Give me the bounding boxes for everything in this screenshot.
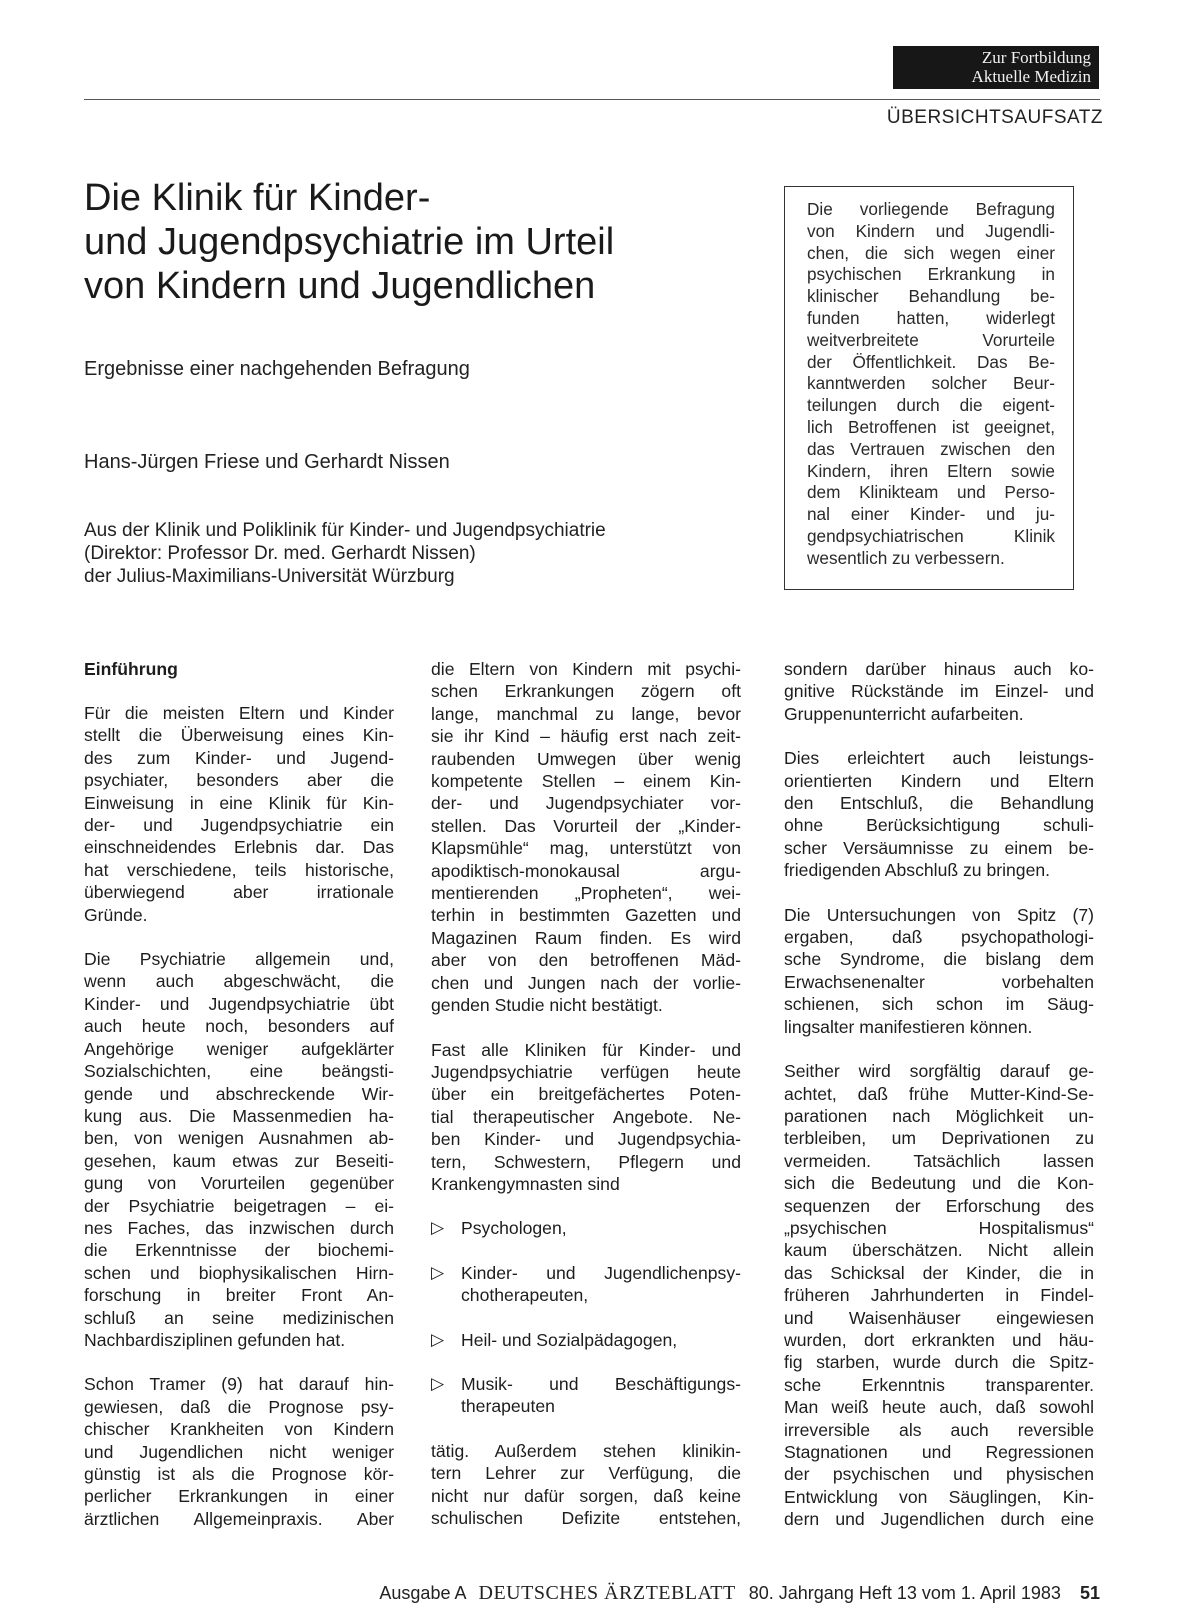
text-line: Klapsmühle“ mag, unterstützt von — [431, 838, 741, 859]
text-line: die Erkenntnisse der biochemi- — [84, 1240, 394, 1261]
text-line: Heil- und Sozialpädagogen, — [461, 1329, 678, 1350]
text-line: Erwachsenenalter vorbehalten — [784, 971, 1094, 992]
footer-edition: Ausgabe A — [379, 1583, 466, 1603]
text-line: und Jugendlichen nicht weniger — [84, 1441, 394, 1462]
paragraph — [784, 747, 1094, 881]
text-line: und Waisenhäuser eingewiesen — [784, 1307, 1094, 1328]
paragraph — [784, 1060, 1094, 1531]
text-line: günstig ist als die Prognose kör- — [84, 1464, 394, 1484]
abstract-box — [784, 186, 1074, 590]
paragraph — [431, 658, 741, 1017]
text-line: des zum Kinder- und Jugend- — [84, 747, 394, 768]
text-line: ben, von wenigen Ausnahmen ab- — [84, 1128, 394, 1149]
text-line: schen und biophysikalischen Hirn- — [84, 1262, 394, 1283]
article-title — [84, 176, 744, 308]
text-line: apodiktisch-monokausal argu- — [431, 860, 741, 881]
paragraph — [84, 948, 394, 1351]
abstract-line: funden hatten, widerlegt — [807, 307, 1055, 328]
text-line: raubenden Umwegen über wenig — [431, 748, 741, 769]
triangle-bullet-icon: ▷ — [431, 1373, 445, 1393]
article-affiliation — [84, 519, 724, 588]
badge-line-1: Zur Fortbildung — [981, 48, 1091, 67]
text-line: sequenzen der Erforschung des — [784, 1195, 1094, 1216]
text-line: ben Kinder- und Jugendpsychia- — [431, 1129, 741, 1150]
text-line: orientierten Kindern und Eltern — [784, 770, 1094, 791]
title-line: Die Klinik für Kinder- — [84, 177, 431, 219]
triangle-bullet-icon: ▷ — [431, 1329, 445, 1349]
text-line: über ein breitgefächertes Poten- — [431, 1084, 741, 1105]
text-line: dern und Jugendlichen durch eine — [784, 1509, 1094, 1530]
text-column-2 — [431, 658, 741, 1551]
text-line: wurden, dort erkrankten und häu- — [784, 1329, 1094, 1350]
text-line: Psychologen, — [461, 1218, 567, 1239]
text-line: die Eltern von Kindern mit psychi- — [431, 659, 741, 679]
abstract-line: gendpsychiatrischen Klinik — [807, 525, 1055, 546]
text-line: stellt die Überweisung eines Kin- — [84, 725, 394, 746]
page-footer — [0, 1582, 1100, 1605]
text-line: friedigenden Abschluß zu bringen. — [784, 860, 1051, 881]
text-line: lange, manchmal zu lange, bevor — [431, 703, 741, 724]
paragraph — [84, 1373, 394, 1530]
text-line: Stagnationen und Regressionen — [784, 1442, 1094, 1462]
paragraph — [431, 1039, 741, 1196]
page-number: 51 — [1079, 1583, 1100, 1603]
bullet-list — [431, 1217, 741, 1417]
text-line: „psychischen Hospitalismus“ — [784, 1217, 1094, 1238]
text-line: Gruppenunterricht aufarbeiten. — [784, 703, 1024, 724]
text-line: chotherapeuten, — [461, 1285, 589, 1306]
abstract-line: nal einer Kinder- und ju- — [807, 504, 1055, 525]
text-line: nes Faches, das inzwischen durch — [84, 1217, 394, 1238]
text-line: kompetente Stellen – einem Kin- — [431, 771, 741, 792]
abstract-line: von Kindern und Jugendli- — [807, 220, 1055, 241]
abstract-line: der Öffentlichkeit. Das Be- — [807, 351, 1055, 372]
bullet-item — [431, 1373, 741, 1418]
section-badge — [893, 46, 1099, 89]
text-line: früheren Jahrhunderten in Findel- — [784, 1285, 1094, 1306]
paragraph — [784, 658, 1094, 725]
triangle-bullet-icon: ▷ — [431, 1218, 445, 1238]
text-line: sche Syndrome, die bislang dem — [784, 949, 1094, 970]
abstract-line: psychischen Erkrankung in — [807, 264, 1055, 285]
article-subtitle: Ergebnisse einer nachgehenden Befragung — [84, 358, 470, 380]
affiliation-line: (Direktor: Professor Dr. med. Gerhardt Nissen) — [84, 543, 476, 564]
abstract-line: klinischer Behandlung be- — [807, 286, 1055, 307]
text-line: perlicher Erkrankungen in einer — [84, 1486, 394, 1507]
text-line: sondern darüber hinaus auch ko- — [784, 659, 1094, 679]
text-line: Die Psychiatrie allgemein und, — [84, 949, 394, 970]
text-line: sie ihr Kind – häufig erst nach zeit- — [431, 726, 741, 747]
text-line: mentierenden „Propheten“, wei- — [431, 883, 741, 904]
bullet-item — [431, 1262, 741, 1307]
text-line: chischer Krankheiten von Kindern — [84, 1419, 394, 1440]
paragraph — [84, 702, 394, 926]
triangle-bullet-icon: ▷ — [431, 1262, 445, 1282]
text-line: gesehen, kaum etwas zur Beseiti- — [84, 1150, 394, 1171]
abstract-line: das Vertrauen zwischen den — [807, 438, 1055, 459]
abstract-line: dem Klinikteam und Perso- — [807, 482, 1055, 503]
text-line: tial therapeutischer Angebote. Ne- — [431, 1106, 741, 1127]
text-column-3 — [784, 658, 1094, 1553]
affiliation-line: Aus der Klinik und Poliklinik für Kinder- und Jugendpsychiatrie — [84, 520, 606, 541]
text-line: Man weiß heute auch, daß sowohl — [784, 1397, 1094, 1418]
text-line: Die Untersuchungen von Spitz (7) — [784, 904, 1094, 925]
text-line: sche Erkenntnis transparenter. — [784, 1374, 1094, 1395]
text-line: der- und Jugendpsychiatrie ein — [84, 815, 394, 836]
abstract-line: Kindern, ihren Eltern sowie — [807, 460, 1055, 481]
text-line: Angehörige weniger aufgeklärter — [84, 1038, 394, 1059]
text-line: wenn auch abgeschwächt, die — [84, 971, 394, 992]
text-line: schen Erkrankungen zögern oft — [431, 681, 741, 702]
abstract-line: Die vorliegende Befragung — [807, 199, 1055, 219]
text-line: Nachbardisziplinen gefunden hat. — [84, 1329, 346, 1350]
text-line: Dies erleichtert auch leistungs- — [784, 748, 1094, 769]
text-line: auch heute noch, besonders auf — [84, 1016, 394, 1037]
text-line: irreversible als auch reversible — [784, 1419, 1094, 1440]
text-line: Schon Tramer (9) hat darauf hin- — [84, 1374, 394, 1395]
footer-issue: 80. Jahrgang Heft 13 vom 1. April 1983 — [748, 1583, 1061, 1603]
text-line: gende und abschreckende Wir- — [84, 1083, 394, 1104]
text-line: gewiesen, daß die Prognose psy- — [84, 1396, 394, 1417]
text-line: Fast alle Kliniken für Kinder- und — [431, 1039, 741, 1060]
affiliation-line: der Julius-Maximilians-Universität Würzburg — [84, 566, 455, 587]
text-line: gung von Vorurteilen gegenüber — [84, 1173, 394, 1194]
abstract-line: kanntwerden solcher Beur- — [807, 373, 1055, 394]
text-line: terhin in bestimmten Gazetten und — [431, 905, 741, 926]
text-line: Gründe. — [84, 904, 148, 925]
title-line: und Jugendpsychiatrie im Urteil — [84, 221, 615, 263]
text-line: kaum überschätzen. Nicht allein — [784, 1240, 1094, 1261]
text-line: forschung in breiter Front An- — [84, 1285, 394, 1306]
bullet-item — [431, 1329, 741, 1351]
abstract-line: lich Betroffenen ist geeignet, — [807, 416, 1055, 437]
text-line: gnitive Rückstände im Einzel- und — [784, 681, 1094, 702]
text-line: sich die Bedeutung und die Kon- — [784, 1173, 1094, 1194]
section-label: ÜBERSICHTSAUFSATZ — [886, 107, 1103, 128]
abstract-line: wesentlich zu verbessern. — [807, 547, 1005, 568]
text-line: der Psychiatrie beigetragen – ei- — [84, 1195, 394, 1216]
text-line: ärztlichen Allgemeinpraxis. Aber — [84, 1508, 394, 1529]
text-line: einschneidendes Erlebnis dar. Das — [84, 837, 394, 858]
text-line: tätig. Außerdem stehen klinikin- — [431, 1440, 741, 1461]
text-line: hat verschiedene, teils historische, — [84, 859, 394, 880]
abstract-line: chen, die sich wegen einer — [807, 242, 1055, 263]
text-line: überwiegend aber irrationale — [84, 882, 394, 903]
badge-line-2: Aktuelle Medizin — [971, 67, 1091, 86]
text-line: scher Versäumnisse zu einem be- — [784, 837, 1094, 858]
text-line: Kinder- und Jugendlichenpsy- — [461, 1262, 741, 1283]
article-authors: Hans-Jürgen Friese und Gerhardt Nissen — [84, 451, 450, 473]
text-line: schluß an seine medizinischen — [84, 1307, 394, 1328]
title-line: von Kindern und Jugendlichen — [84, 265, 596, 307]
text-line: Einweisung in eine Klinik für Kin- — [84, 792, 394, 813]
text-line: Krankengymnasten sind — [431, 1173, 620, 1194]
text-line: Jugendpsychiatrie verfügen heute — [431, 1061, 741, 1082]
text-line: nicht nur dafür sorgen, daß keine — [431, 1485, 741, 1506]
text-line: psychiater, besonders aber die — [84, 770, 394, 791]
section-heading: Einführung — [84, 659, 178, 679]
paragraph — [431, 1440, 741, 1530]
text-line: Kinder- und Jugendpsychiatrie übt — [84, 993, 394, 1014]
text-line: Für die meisten Eltern und Kinder — [84, 703, 394, 723]
text-line: schulischen Defizite entstehen, — [431, 1508, 741, 1528]
text-line: das Schicksal der Kinder, die in — [784, 1262, 1094, 1283]
text-line: parationen nach Möglichkeit un- — [784, 1105, 1094, 1126]
text-line: Magazinen Raum finden. Es wird — [431, 927, 741, 948]
text-line: lingsalter manifestieren können. — [784, 1016, 1033, 1037]
text-line: tern Lehrer zur Verfügung, die — [431, 1463, 741, 1484]
text-line: vermeiden. Tatsächlich lassen — [784, 1150, 1094, 1171]
text-line: Sozialschichten, eine beängsti- — [84, 1061, 394, 1082]
paragraph — [784, 904, 1094, 1038]
text-line: ergaben, daß psychopathologi- — [784, 927, 1094, 948]
text-line: Seither wird sorgfältig darauf ge- — [784, 1061, 1094, 1082]
text-line: terbleiben, um Deprivationen zu — [784, 1128, 1094, 1149]
abstract-line: weitverbreitete Vorurteile — [807, 329, 1055, 350]
text-line: genden Studie nicht bestätigt. — [431, 995, 663, 1016]
text-line: aber von den betroffenen Mäd- — [431, 950, 741, 971]
text-line: ohne Berücksichtigung schuli- — [784, 815, 1094, 836]
footer-journal: DEUTSCHES ÄRZTEBLATT — [478, 1582, 736, 1604]
abstract-line: teilungen durch die eigent- — [807, 395, 1055, 416]
header-rule — [84, 99, 1100, 100]
text-line: den Entschluß, die Behandlung — [784, 793, 1094, 814]
text-line: chen und Jungen nach der vorlie- — [431, 972, 741, 993]
text-line: tern, Schwestern, Pflegern und — [431, 1151, 741, 1172]
bullet-item — [431, 1217, 741, 1239]
text-line: Musik- und Beschäftigungs- — [461, 1373, 741, 1394]
text-line: der- und Jugendpsychiater vor- — [431, 793, 741, 814]
text-line: achtet, daß frühe Mutter-Kind-Se- — [784, 1083, 1094, 1104]
text-line: fig starben, wurde durch die Spitz- — [784, 1352, 1094, 1373]
text-line: therapeuten — [461, 1396, 555, 1417]
text-line: der psychischen und physischen — [784, 1464, 1094, 1485]
text-line: stellen. Das Vorurteil der „Kinder- — [431, 815, 741, 836]
text-line: Entwicklung von Säuglingen, Kin- — [784, 1486, 1094, 1507]
text-line: schienen, sich schon im Säug- — [784, 994, 1094, 1015]
text-line: kung aus. Die Massenmedien ha- — [84, 1105, 394, 1126]
text-column-1 — [84, 658, 394, 1552]
